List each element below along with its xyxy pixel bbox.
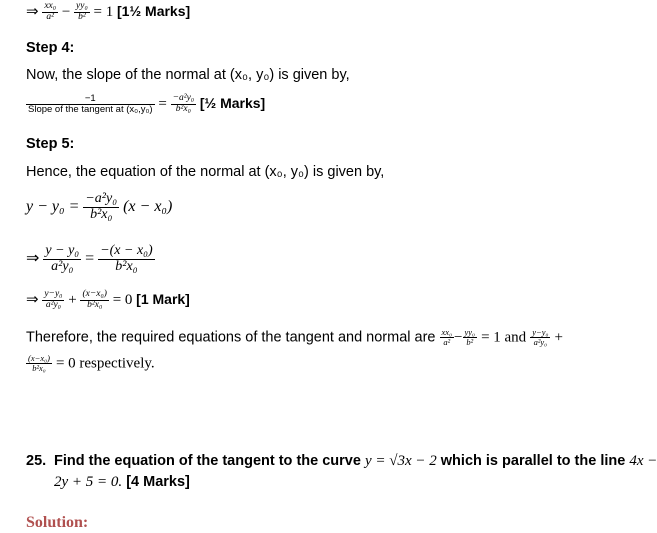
conc-fraction-2: $\frac{\text{yy₀}}{\text{b²}}$ xyxy=(464,327,476,347)
fraction-yy0-b2: $\frac{\text{yy₀}}{\text{b²}}$ xyxy=(76,1,88,23)
marks-label: [1 Mark] xyxy=(136,291,190,307)
question-line-2: 2y + 5 = 0. [4 Marks] xyxy=(54,474,190,490)
eq3-fraction-2: $\frac{\text{(x−x₀)}}{\text{b²x₀}}$ xyxy=(82,289,107,311)
question-line-1: Find the equation of the tangent to the curve y = √3x − 2 which is parallel to the line 4x − xyxy=(54,453,657,469)
step4-text: Now, the slope of the normal at (x₀, y₀) is given by, xyxy=(26,67,350,83)
conc-fraction-4: $\frac{\text{(x−x₀)}}{\text{b²x₀}}$ xyxy=(28,353,50,373)
step5-heading: Step 5: xyxy=(26,136,75,152)
question-number: 25. xyxy=(26,453,47,469)
normal-equation-2: ⇒ $\frac{\text{y − y₀}}{\text{a²y₀}}$ = $\frac{\text{−(x − x₀)}}{\text{b²x₀}}$ xyxy=(26,243,153,274)
marks-label: [4 Marks] xyxy=(126,474,190,490)
normal-equation-3: ⇒ $\frac{\text{y−y₀}}{\text{a²y₀}}$ + $\frac{\text{(x−x₀)}}{\text{b²x₀}}$ = 0 [1 Mark] xyxy=(26,289,190,311)
marks-label: [1½ Marks] xyxy=(117,3,191,19)
tangent-equation-line: ⇒ $\frac{\text{xx₀}}{\text{a²}}$ − $\frac{\text{yy₀}}{\text{b²}}$ = 1 [1½ Marks] xyxy=(26,1,191,23)
conc-fraction-3: $\frac{\text{y−y₀}}{\text{a²y₀}}$ xyxy=(532,327,549,347)
normal-equation-1: y − y₀ = $\frac{\text{−a²y₀}}{\text{b²x₀}}$ (x − x₀) xyxy=(26,191,173,222)
eq3-fraction-1: $\frac{\text{y−y₀}}{\text{a²y₀}}$ xyxy=(44,289,63,311)
normal-slope-equation: $\frac{-1}{\text{Slope of the tangent at (x₀,y₀)}}$ = $\frac{\text{−a²y₀}}{\text{b²x₀}}$ [½ Marks] xyxy=(28,93,266,115)
slope-fraction: $\frac{-1}{\text{Slope of the tangent at (x₀,y₀)}}$ xyxy=(28,93,153,115)
slope-rhs-fraction: $\frac{\text{−a²y₀}}{\text{b²x₀}}$ xyxy=(172,93,195,114)
eq2-right-fraction: $\frac{\text{−(x − x₀)}}{\text{b²x₀}}$ xyxy=(100,243,153,274)
eq1-fraction: $\frac{\text{−a²y₀}}{\text{b²x₀}}$ xyxy=(85,191,118,222)
fraction-xx0-a2: $\frac{\text{xx₀}}{\text{a²}}$ xyxy=(44,1,57,23)
solution-label: Solution: xyxy=(26,514,89,531)
marks-label: [½ Marks] xyxy=(199,94,266,111)
conc-fraction-1: $\frac{\text{xx₀}}{\text{a²}}$ xyxy=(441,327,453,347)
implies-arrow: ⇒ xyxy=(26,4,39,20)
eq2-left-fraction: $\frac{\text{y − y₀}}{\text{a²y₀}}$ xyxy=(45,243,80,274)
step4-heading: Step 4: xyxy=(26,40,75,56)
step5-text: Hence, the equation of the normal at (x₀, y₀) is given by, xyxy=(26,164,385,180)
conclusion-line-2: $\frac{\text{(x−x₀)}}{\text{b²x₀}}$ = 0 respectively. xyxy=(28,353,155,373)
conclusion-line-1: Therefore, the required equations of the tangent and normal are $\frac{\text{xx₀}}{\text{a²}}$ − $\frac{\text{yy₀}}{\text{b²}}$ = 1 and $\frac{\text{y−y₀}}{\text{a²y₀}}$ + xyxy=(26,327,563,347)
